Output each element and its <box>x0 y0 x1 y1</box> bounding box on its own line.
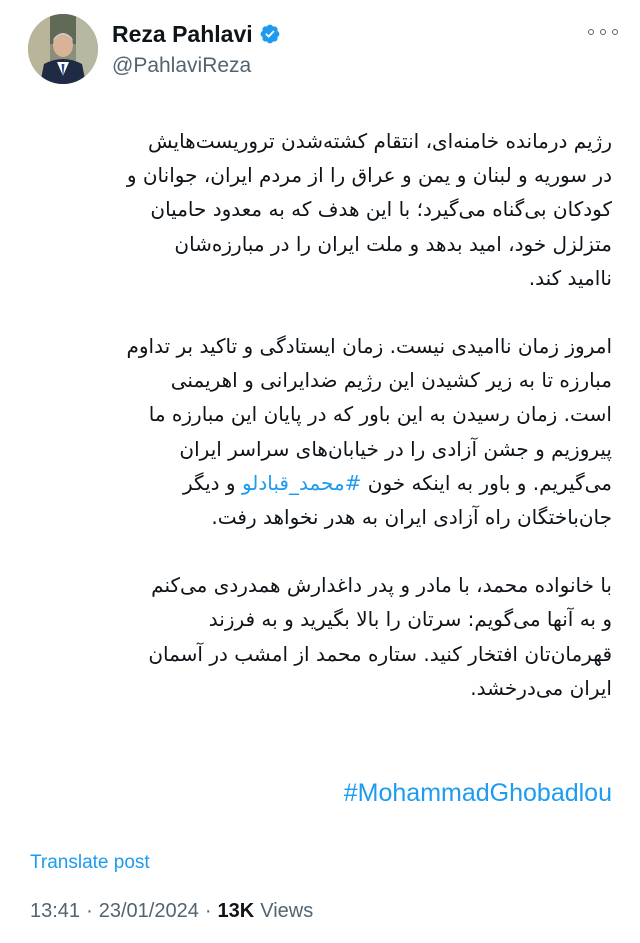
text-line: با خانواده محمد، با مادر و پدر داغدارش همدردی می‌کنم <box>151 573 612 598</box>
text-line: است. زمان رسیدن به این باور که در پایان این مبارزه ما <box>148 402 612 427</box>
text-line: متزلزل خود، امید بدهد و ملت ایران را در مبارزه‌شان <box>174 231 612 256</box>
post-time[interactable]: 13:41 <box>30 900 81 922</box>
english-hashtag-link[interactable]: #MohammadGhobadlou <box>343 779 612 807</box>
post-date[interactable]: 23/01/2024 <box>98 900 199 922</box>
display-name[interactable]: Reza Pahlavi <box>112 20 253 47</box>
verified-badge-icon[interactable] <box>259 23 281 45</box>
text-line: امروز زمان ناامیدی نیست. زمان ایستادگی و تاکید بر تداوم <box>126 334 612 359</box>
paragraph-1 <box>30 124 612 295</box>
paragraph-3 <box>30 568 612 705</box>
text-line: در سوریه و لبنان و یمن و عراق را از مردم ایران، جوانان و <box>126 163 612 188</box>
text-line: کودکان بی‌گناه می‌گیرد؛ با این هدف که به معدود حامیان <box>150 197 612 222</box>
dot-icon <box>588 29 594 35</box>
avatar[interactable] <box>28 14 98 84</box>
tweet-text <box>30 124 612 739</box>
paragraph-2 <box>30 329 612 534</box>
text-line: پیروزیم و جشن آزادی را در خیابان‌های سراسر ایران <box>179 436 612 461</box>
meta-separator: · <box>204 900 212 922</box>
translate-post-link[interactable]: Translate post <box>30 852 150 873</box>
text-segment: می‌گیریم. و باور به اینکه خون <box>361 470 612 495</box>
text-line: و به آنها می‌گویم: سرتان را بالا بگیرید و به فرزند <box>208 607 612 632</box>
profile-photo-icon <box>28 14 98 84</box>
text-line: ایران می‌درخشد. <box>470 675 612 700</box>
views-label[interactable]: Views <box>260 900 314 922</box>
dot-icon <box>600 29 606 35</box>
more-options-icon[interactable] <box>588 20 618 44</box>
display-name-row <box>112 20 281 48</box>
tweet-header <box>28 14 618 86</box>
meta-separator: · <box>86 900 93 922</box>
text-line-with-hashtag <box>30 466 612 500</box>
text-segment: و دیگر <box>183 470 242 495</box>
text-line: مبارزه تا به زیر کشیدن این رژیم ضدایرانی و اهریمنی <box>170 368 612 393</box>
user-handle[interactable]: @PahlaviReza <box>112 54 252 77</box>
tweet-meta <box>30 900 313 923</box>
text-line: قهرمان‌تان افتخار کنید. ستاره محمد از امشب در آسمان <box>148 641 612 666</box>
persian-hashtag-link[interactable]: #محمد_قبادلو <box>241 470 362 495</box>
text-line: ناامید کند. <box>528 265 612 290</box>
text-line: رژیم درمانده خامنه‌ای، انتقام کشته‌شدن تروریست‌هایش <box>148 129 612 153</box>
author-names <box>112 20 281 78</box>
text-line: جان‌باختگان راه آزادی ایران به هدر نخواهد رفت. <box>211 505 612 530</box>
views-count[interactable]: 13K <box>217 900 255 922</box>
dot-icon <box>612 29 618 35</box>
